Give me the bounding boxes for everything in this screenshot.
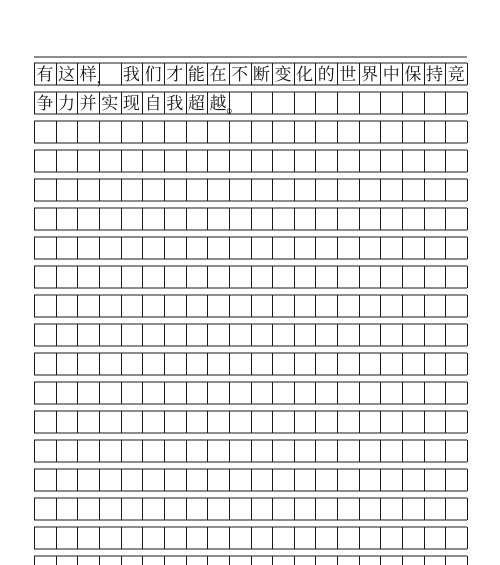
grid-character: 能: [187, 65, 205, 85]
grid-character: 并: [79, 94, 97, 114]
grid-character: ，: [96, 68, 114, 88]
grid-character: 这: [57, 65, 75, 85]
grid-character: 争: [36, 94, 54, 114]
grid-character: 有: [36, 65, 54, 85]
grid-character: 我: [122, 65, 140, 85]
grid-lines: [34, 57, 468, 565]
grid-character: 。: [226, 97, 244, 117]
grid-character: 竞: [447, 65, 465, 85]
handwritten-text: [36, 65, 464, 117]
grid-character: 现: [122, 94, 140, 114]
grid-character: 不: [231, 65, 249, 85]
grid-character: 实: [101, 94, 119, 114]
grid-character: 才: [166, 65, 184, 85]
grid-character: 在: [209, 65, 227, 85]
grid-character: 越: [209, 94, 227, 114]
grid-character: 中: [382, 65, 400, 85]
grid-character: 力: [57, 94, 75, 114]
grid-character: 化: [296, 65, 314, 85]
grid-character: 样: [79, 65, 97, 85]
grid-character: 持: [426, 65, 444, 85]
grid-character: 世: [339, 65, 357, 85]
grid-character: 超: [187, 94, 205, 114]
grid-character: 们: [144, 65, 162, 85]
grid-character: 保: [404, 65, 422, 85]
grid-character: 变: [274, 65, 292, 85]
grid-character: 的: [317, 65, 335, 85]
grid-character: 界: [361, 65, 379, 85]
grid-character: 自: [144, 94, 162, 114]
grid-character: 我: [166, 94, 184, 114]
grid-character: 断: [252, 65, 270, 85]
